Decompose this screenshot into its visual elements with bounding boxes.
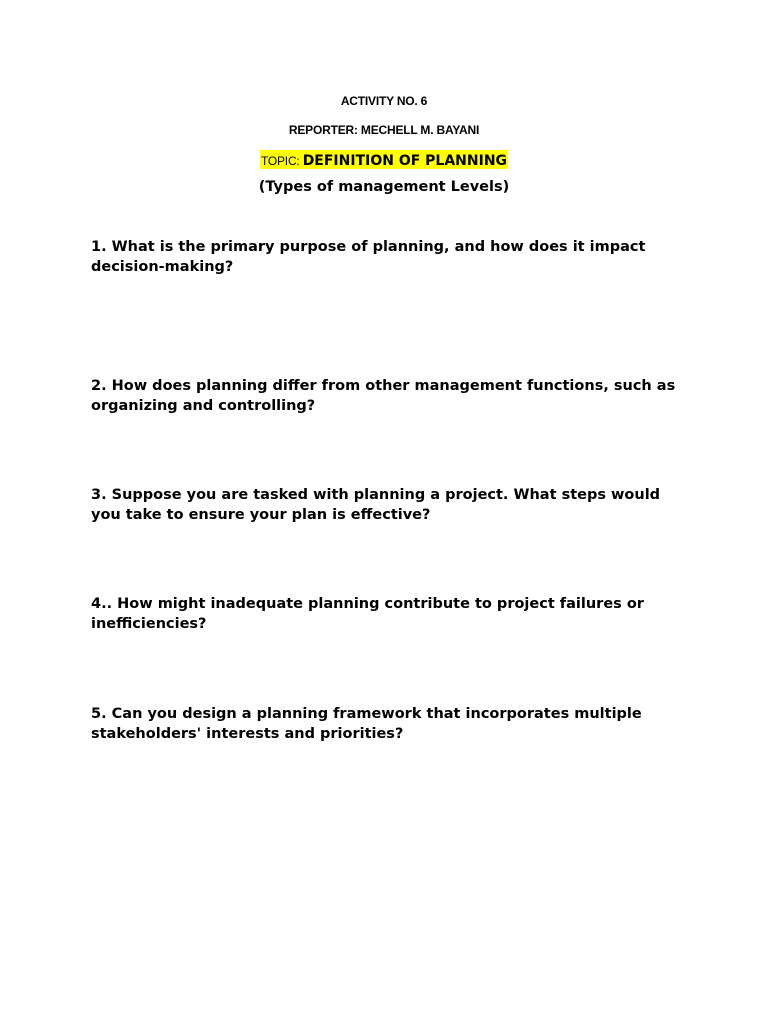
reporter-name: REPORTER: MECHELL M. BAYANI [288, 123, 480, 137]
question-3: 3. Suppose you are tasked with planning a project. What steps would you take to ensure your plan is effective? [91, 487, 661, 523]
topic-highlight [260, 150, 508, 169]
activity-number: ACTIVITY NO. 6 [340, 94, 428, 108]
question-2: 2. How does planning differ from other management functions, such as organizing and controlling? [91, 378, 676, 414]
question-4: 4.. How might inadequate planning contribute to project failures or inefficiencies? [91, 596, 644, 632]
topic-title: DEFINITION OF PLANNING [302, 153, 508, 169]
topic-line [0, 150, 768, 169]
question-5: 5. Can you design a planning framework that incorporates multiple stakeholders' interests and priorities? [91, 706, 642, 742]
topic-prefix: TOPIC: [260, 154, 303, 168]
topic-subtitle: (Types of management Levels) [258, 179, 510, 195]
question-1: 1. What is the primary purpose of planning, and how does it impact decision-making? [91, 239, 646, 275]
